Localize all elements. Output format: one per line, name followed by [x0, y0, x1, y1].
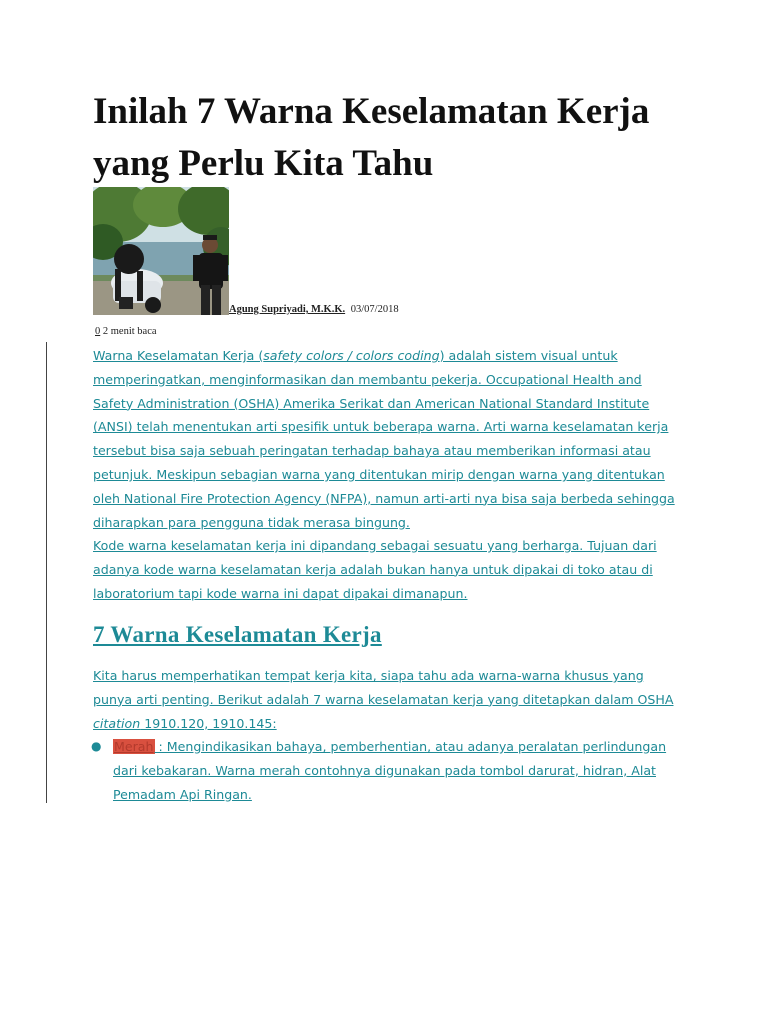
read-time: 2 menit baca [102, 326, 157, 337]
color-list [93, 735, 683, 806]
byline [229, 304, 399, 315]
color-name-red[interactable]: Merah [114, 739, 154, 754]
osha-text-a: Kita harus memperhatikan tempat kerja kita, siapa tahu ada warna-warna khusus yang punya arti penting. Berikut adalah 7 warna keselamatan kerja yang ditetapkan dalam OSHA [93, 668, 674, 707]
second-paragraph[interactable]: Kode warna keselamatan kerja ini dipandang sebagai sesuatu yang berharga. Tujuan dari adanya kode warna keselamatan kerja adalah bukan hanya untuk dipakai di toko atau di laboratorium tapi kode warna ini dapat dipakai dimanapun. [93, 538, 657, 601]
intro-text-b: ) adalah sistem visual untuk memperingatkan, menginformasikan dan membantu pekerja. Occupational Health and Safety Administration (OSHA) Amerika Serikat dan American National Standard Institute (ANSI) telah menentukan arti spesifik untuk beberapa warna. Arti warna keselamatan kerja tersebut bisa saja sebuah peringatan terhadap bahaya atau memberikan informasi atau petunjuk. Meskipun sebagian warna yang ditentukan mirip dengan warna yang ditentukan oleh National Fire Protection Agency (NFPA), namun arti-arti nya bisa saja berbeda sehingga diharapkan para pengguna tidak merasa bingung. [93, 348, 675, 530]
list-item-text: : Mengindikasikan bahaya, pemberhentian, atau adanya peralatan perlindungan dari kebakaran. Warna merah contohnya digunakan pada tombol darurat, hidran, Alat Pemadam Api Ringan. [113, 739, 667, 802]
osha-italic-term: citation [93, 715, 141, 731]
author-photo [93, 187, 229, 315]
publish-date: 03/07/2018 [350, 304, 399, 315]
article-meta [93, 326, 157, 337]
intro-text-a: Warna Keselamatan Kerja ( [93, 348, 264, 363]
article-title: Inilah 7 Warna Keselamatan Kerja yang Perlu Kita Tahu [93, 91, 650, 184]
comment-count-link[interactable]: 0 [95, 326, 101, 337]
intro-paragraph[interactable] [93, 344, 683, 534]
osha-text-b: 1910.120, 1910.145: [140, 715, 277, 731]
list-item[interactable] [93, 735, 683, 806]
osha-paragraph[interactable] [93, 664, 683, 735]
side-rule [46, 342, 47, 803]
section-heading[interactable]: 7 Warna Keselamatan Kerja [93, 622, 382, 647]
bullet-icon: ● [91, 739, 102, 753]
intro-italic-term: safety colors / colors coding [263, 348, 440, 363]
author-link[interactable]: Agung Supriyadi, M.K.K. [229, 304, 346, 315]
